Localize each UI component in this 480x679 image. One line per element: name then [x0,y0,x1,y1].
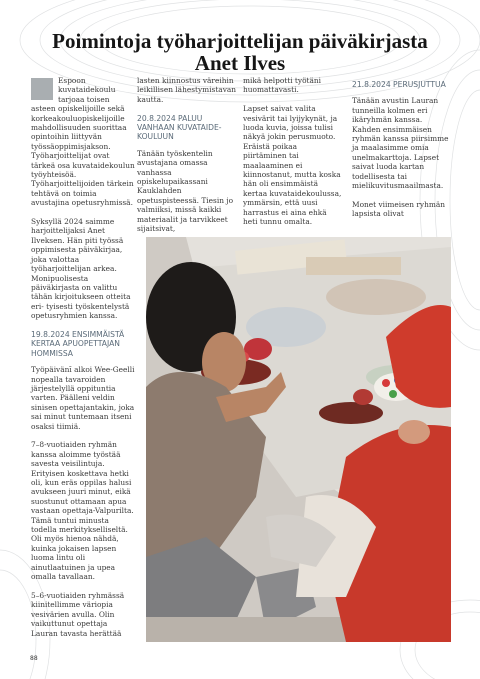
photo-children-clay-work [146,237,451,642]
paragraph: 7–8-vuotiaiden ryhmän kanssa aloimme työstää savesta veisilintuja. Erityisen koskettava hetki oli, kun eräs oppilas halusi avukseen juuri minut, eikä suostunut ottamaan apua vastaan opettaja-Valpurilta. Tämä tuntui minusta todella merkitykselliseltä. Oli myös hienoa nähdä, kuinka jokaisen lapsen luoma lintu oli ainutlaatuinen ja upea omalla tavallaan. [31,440,134,582]
intro-paragraph: Espoon kuvataidekoulu tarjoaa toisen asteen opiskelijoille sekä korkeakouluopiskelijoille mahdollisuuden suorittaa opintoihin liittyvän työssäoppimisjakson. Työharjoittelijat ovat tärkeä osa kuvataidekoulun työyhteisöä. Työharjoittelijoiden tärkein tehtävä on toimia avustajina opetusryhmissä. [31,76,135,208]
paragraph: mikä helpotti työtäni huomattavasti. [243,76,322,95]
column-3 [243,76,343,236]
paragraph: 5–6-vuotiaiden ryhmässä kiinitellimme väriopia vesivärien avulla. Olin vaikuttunut opettaja Lauran tavasta herättää [31,590,125,638]
section-heading: 21.8.2024 PERUSJUTTUA [352,80,446,89]
title-line-2: Anet Ilves [194,51,286,75]
column-1 [31,76,135,647]
paragraph: Monet viimeisen ryhmän lapsista olivat [352,199,446,219]
paragraph: Tänään työskentelin avustajana omassa vanhassa opiskelupaikassani Kauklahden opetuspisteessä. Tiesin jo valmiiksi, missä kaikki materiaalit ja tarvikkeet sijaitsivat, [137,148,234,234]
section-heading: 20.8.2024 PALUU VANHAAN KUVATAIDE-KOULUUN [137,113,222,142]
paragraph: Työpäivänī alkoi Wee-Geelli nopealla tavaroiden järjestelyllä oppituntia varten. Päälleni veldin sinisen opettajantakin, joka sai minut tuntemaan itseni osaksi tiimiä. [31,365,135,431]
column-4 [352,80,452,228]
paragraph: Lapset saivat valita vesivärit tai lyijykynät, ja luoda kuvia, joissa tulisi näkyä jokin perusmuoto. Eräistä poikaa piirtäminen tai maalaaminen ei kiinnostanut, mutta koska hän oli ensimmäistä kertaa kuvataidekoulussa, ymmärsin, että uusi harrastus ei aina ehkä heti tunnu omalta. [243,104,342,227]
column-2 [137,76,239,243]
paragraph: Tänään avustin Lauran tunneilla kolmen eri ikäryhmän kanssa. Kahden ensimmäisen ryhmän kanssa piirsimme ja maalasimme omia unelmakarttoja. Lapset saivat luoda kartan todellisesta tai mielikuvitusmaailmasta. [352,96,449,191]
paragraph: Syksyllä 2024 saimme harjoittelijaksi Anet Ilveksen. Hän piti työssä oppimisesta päiväkirjaa, joka valottaa työharjoittelijan arkea. Monipuolisesta päiväkirjasta on valittu tähän kirjoitukseen otteita eri- tyisesti työskentelystä opetusryhmien kanssa. [31,217,131,321]
section-heading: 19.8.2024 ENSIMMÄISTÄ KERTAA APUOPETTAJAN HOMMISSA [31,329,125,358]
page-number: 88 [30,655,38,662]
page-title [0,30,480,74]
dropcap-block [31,78,53,100]
title-line-1: Poimintoja työharjoittelijan päiväkirjasta [52,29,428,53]
paragraph: lasten kiinnostus väreihin leikillisen lähestymistavan kautta. [137,76,237,104]
